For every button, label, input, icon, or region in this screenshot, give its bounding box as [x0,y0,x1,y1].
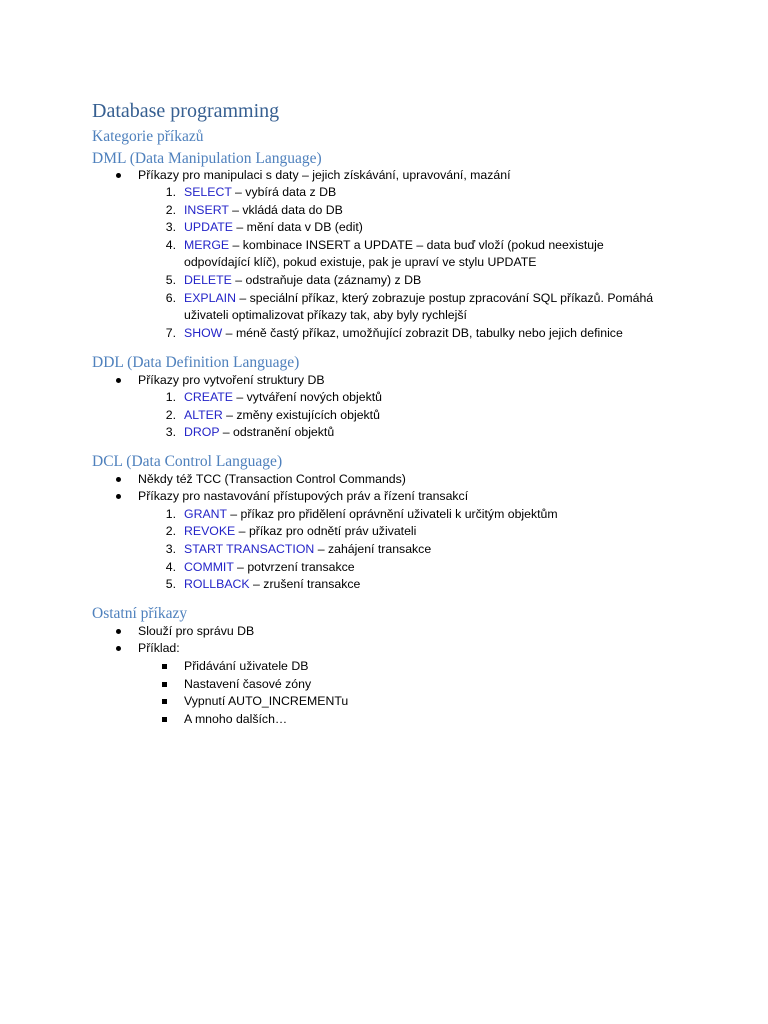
item-text: – méně častý příkaz, umožňující zobrazit DB, tabulky nebo jejich definice [222,326,623,340]
list-number: 3. [165,220,176,234]
dml-bullet: Příkazy pro manipulaci s daty – jejich získávání, upravování, mazání [138,168,511,182]
keyword: GRANT [184,507,227,521]
list-item [184,219,363,237]
list-item [184,202,343,220]
item-text: – speciální příkaz, který zobrazuje postup zpracování SQL příkazů. Pomáhá [235,291,654,305]
dml-heading: DML (Data Manipulation Language) [92,150,322,167]
square-bullet-marker [162,717,167,722]
keyword: SELECT [184,185,232,199]
bullet-marker [116,378,121,383]
list-item [184,237,604,255]
item-text: – mění data v DB (edit) [232,220,363,234]
keyword: UPDATE [184,220,233,234]
list-item-continuation: odpovídající klíč), pokud existuje, pak je upraví ve stylu UPDATE [184,255,537,269]
list-number: 7. [165,326,176,340]
item-text: – zahájení transakce [314,542,432,556]
square-bullet-marker [162,682,167,687]
list-item: A mnoho dalších… [184,712,288,726]
item-text: – zrušení transakce [249,577,361,591]
list-item [184,290,653,308]
list-item: Vypnutí AUTO_INCREMENTu [184,694,349,708]
list-number: 2. [165,408,176,422]
bullet-marker [116,646,121,651]
list-number: 3. [165,425,176,439]
bullet-marker [116,629,121,634]
item-text: – vkládá data do DB [228,203,343,217]
list-item [184,576,360,594]
list-item [184,272,421,290]
dcl-bullet-2: Příkazy pro nastavování přístupových práv a řízení transakcí [138,489,469,503]
keyword: ROLLBACK [184,577,250,591]
square-bullet-marker [162,664,167,669]
list-number: 4. [165,238,176,252]
list-number: 1. [165,507,176,521]
keyword: REVOKE [184,524,236,538]
keyword: SHOW [184,326,223,340]
keyword: MERGE [184,238,230,252]
list-number: 1. [165,185,176,199]
item-text: – příkaz pro přidělení oprávnění uživateli k určitým objektům [226,507,558,521]
other-bullet-1: Slouží pro správu DB [138,624,255,638]
list-item [184,424,334,442]
other-bullet-2: Příklad: [138,641,180,655]
keyword: EXPLAIN [184,291,236,305]
item-text: – příkaz pro odnětí práv uživateli [235,524,417,538]
list-item [184,559,355,577]
item-text: – potvrzení transakce [233,560,355,574]
list-item [184,389,382,407]
item-text: – změny existujících objektů [222,408,380,422]
bullet-marker [116,477,121,482]
document-subtitle: Kategorie příkazů [92,128,204,145]
item-text: – kombinace INSERT a UPDATE – data buď vloží (pokud neexistuje [229,238,604,252]
list-number: 3. [165,542,176,556]
keyword: INSERT [184,203,229,217]
list-item [184,184,336,202]
document-title: Database programming [92,100,280,122]
item-text: – odstranění objektů [219,425,335,439]
list-number: 6. [165,291,176,305]
dcl-bullet-1: Někdy též TCC (Transaction Control Commands) [138,472,406,486]
dcl-heading: DCL (Data Control Language) [92,453,283,470]
keyword: ALTER [184,408,223,422]
other-heading: Ostatní příkazy [92,605,188,622]
list-item [184,325,623,343]
bullet-marker [116,494,121,499]
list-number: 1. [165,390,176,404]
keyword: COMMIT [184,560,234,574]
square-bullet-marker [162,699,167,704]
list-number: 5. [165,273,176,287]
keyword: CREATE [184,390,233,404]
list-item [184,523,416,541]
list-number: 4. [165,560,176,574]
list-number: 2. [165,524,176,538]
list-item [184,407,380,425]
item-text: – odstraňuje data (záznamy) z DB [231,273,422,287]
list-item-continuation: uživateli optimalizovat příkazy tak, aby byly rychlejší [184,308,467,322]
list-item: Nastavení časové zóny [184,677,312,691]
list-number: 5. [165,577,176,591]
keyword: DROP [184,425,220,439]
ddl-bullet: Příkazy pro vytvoření struktury DB [138,373,325,387]
bullet-marker [116,173,121,178]
item-text: – vybírá data z DB [231,185,337,199]
list-item [184,541,431,559]
keyword: DELETE [184,273,232,287]
keyword: START TRANSACTION [184,542,315,556]
list-number: 2. [165,203,176,217]
item-text: – vytváření nových objektů [232,390,382,404]
list-item [184,506,558,524]
list-item: Přidávání uživatele DB [184,659,309,673]
ddl-heading: DDL (Data Definition Language) [92,354,300,371]
